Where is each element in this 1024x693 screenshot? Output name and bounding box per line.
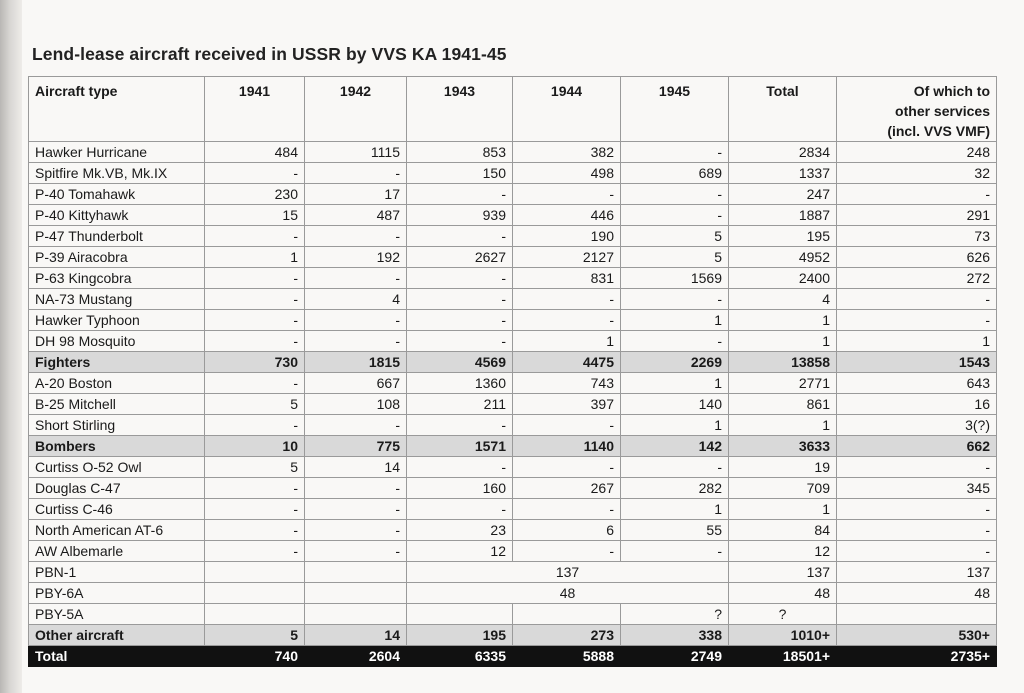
table-cell: -	[205, 499, 305, 520]
table-cell: -	[407, 331, 513, 352]
table-cell: 5	[205, 457, 305, 478]
table-cell: 272	[837, 268, 997, 289]
table-cell: 1543	[837, 352, 997, 373]
table-cell	[305, 562, 407, 583]
table-cell: 150	[407, 163, 513, 184]
table-cell: -	[407, 415, 513, 436]
table-cell: 1	[621, 310, 729, 331]
table-title: Lend-lease aircraft received in USSR by VVS KA 1941-45	[32, 44, 507, 64]
table-cell: ?	[729, 604, 837, 625]
table-cell: 6335	[407, 646, 513, 667]
table-cell: ?	[621, 604, 729, 625]
table-cell: 14	[305, 457, 407, 478]
table-cell: 1	[621, 415, 729, 436]
table-cell: 743	[513, 373, 621, 394]
table-cell: 2735+	[837, 646, 997, 667]
table-cell: 1	[729, 415, 837, 436]
table-cell: 3(?)	[837, 415, 997, 436]
table-cell: 4952	[729, 247, 837, 268]
table-cell: -	[621, 457, 729, 478]
table-cell: 853	[407, 142, 513, 163]
table-cell: -	[513, 184, 621, 205]
table-cell: -	[837, 310, 997, 331]
table-cell	[305, 604, 407, 625]
table-cell: 3633	[729, 436, 837, 457]
table-row	[29, 499, 997, 520]
table-cell: -	[621, 205, 729, 226]
table-cell: 1569	[621, 268, 729, 289]
table-cell: -	[205, 226, 305, 247]
table-row	[29, 142, 997, 163]
table-cell	[305, 583, 407, 604]
header-total: Total	[729, 77, 837, 142]
page	[22, 0, 1024, 693]
table-row	[29, 289, 997, 310]
table-cell: -	[305, 226, 407, 247]
table-cell: 1	[837, 331, 997, 352]
table-cell: 1887	[729, 205, 837, 226]
table-cell: 267	[513, 478, 621, 499]
row-label: DH 98 Mosquito	[29, 331, 205, 352]
table-cell: 643	[837, 373, 997, 394]
table-cell: 48	[837, 583, 997, 604]
table-cell: 5	[205, 625, 305, 646]
table-cell: 4569	[407, 352, 513, 373]
row-label: Douglas C-47	[29, 478, 205, 499]
table-cell: 140	[621, 394, 729, 415]
table-cell: 108	[305, 394, 407, 415]
table-cell: 5	[621, 226, 729, 247]
table-cell: 230	[205, 184, 305, 205]
header-row	[29, 77, 997, 142]
row-label: Total	[29, 646, 205, 667]
row-label: P-40 Tomahawk	[29, 184, 205, 205]
table-row	[29, 268, 997, 289]
table-cell: 1	[729, 499, 837, 520]
table-cell: -	[205, 520, 305, 541]
row-label: A-20 Boston	[29, 373, 205, 394]
table-cell: -	[837, 541, 997, 562]
table-cell: -	[205, 415, 305, 436]
table-cell: 1360	[407, 373, 513, 394]
table-cell	[205, 562, 305, 583]
table-row	[29, 541, 997, 562]
row-label: P-47 Thunderbolt	[29, 226, 205, 247]
table-row	[29, 520, 997, 541]
table-cell: -	[205, 268, 305, 289]
table-cell: -	[305, 310, 407, 331]
header-1945: 1945	[621, 77, 729, 142]
table-row	[29, 394, 997, 415]
table-cell: 667	[305, 373, 407, 394]
table-row	[29, 163, 997, 184]
table-cell: 190	[513, 226, 621, 247]
table-cell: -	[407, 268, 513, 289]
table-cell: 1140	[513, 436, 621, 457]
table-cell: 2834	[729, 142, 837, 163]
table-cell: 247	[729, 184, 837, 205]
header-1943: 1943	[407, 77, 513, 142]
row-label: Hawker Typhoon	[29, 310, 205, 331]
table-cell: 730	[205, 352, 305, 373]
row-label: NA-73 Mustang	[29, 289, 205, 310]
table-cell: 382	[513, 142, 621, 163]
row-label: Fighters	[29, 352, 205, 373]
table-cell: 1	[205, 247, 305, 268]
subtotal-row	[29, 436, 997, 457]
table-row	[29, 226, 997, 247]
row-label: B-25 Mitchell	[29, 394, 205, 415]
table-row	[29, 331, 997, 352]
table-row	[29, 478, 997, 499]
table-cell: -	[205, 373, 305, 394]
table-cell: 345	[837, 478, 997, 499]
table-cell: 1815	[305, 352, 407, 373]
table-cell: 689	[621, 163, 729, 184]
table-cell: 13858	[729, 352, 837, 373]
subtotal-row	[29, 625, 997, 646]
table-cell: -	[621, 142, 729, 163]
row-label: P-40 Kittyhawk	[29, 205, 205, 226]
table-cell: 4	[729, 289, 837, 310]
table-cell: -	[205, 541, 305, 562]
table-cell: 1	[621, 499, 729, 520]
table-cell: -	[305, 499, 407, 520]
table-cell: -	[305, 163, 407, 184]
table-cell: 291	[837, 205, 997, 226]
table-cell: 160	[407, 478, 513, 499]
row-label: PBN-1	[29, 562, 205, 583]
table-cell: 939	[407, 205, 513, 226]
row-label: AW Albemarle	[29, 541, 205, 562]
table-cell: -	[205, 310, 305, 331]
book-gutter	[0, 0, 22, 693]
table-cell: 14	[305, 625, 407, 646]
table-cell: 498	[513, 163, 621, 184]
table-cell: 15	[205, 205, 305, 226]
table-cell: 4475	[513, 352, 621, 373]
table-cell: 19	[729, 457, 837, 478]
table-cell: 662	[837, 436, 997, 457]
table-cell: 2771	[729, 373, 837, 394]
table-cell: -	[407, 184, 513, 205]
row-label: PBY-5A	[29, 604, 205, 625]
table-cell: -	[837, 499, 997, 520]
table-cell: 709	[729, 478, 837, 499]
table-cell: -	[837, 520, 997, 541]
table-cell: -	[513, 415, 621, 436]
table-row	[29, 583, 997, 604]
table-cell: 4	[305, 289, 407, 310]
table-cell: 282	[621, 478, 729, 499]
table-cell: -	[205, 331, 305, 352]
table-cell: 2627	[407, 247, 513, 268]
table-cell: -	[407, 226, 513, 247]
row-label: P-39 Airacobra	[29, 247, 205, 268]
table-cell: -	[305, 541, 407, 562]
header-other-line2: other services	[895, 103, 990, 119]
table-cell	[837, 604, 997, 625]
row-label: P-63 Kingcobra	[29, 268, 205, 289]
table-cell: -	[837, 184, 997, 205]
table-cell	[513, 604, 621, 625]
table-cell: 48	[729, 583, 837, 604]
table-cell: 17	[305, 184, 407, 205]
table-cell: 1115	[305, 142, 407, 163]
header-1941: 1941	[205, 77, 305, 142]
table-cell: -	[513, 289, 621, 310]
row-label: Curtiss O-52 Owl	[29, 457, 205, 478]
table-cell: 5	[621, 247, 729, 268]
table-cell: 195	[729, 226, 837, 247]
table-cell: 626	[837, 247, 997, 268]
table-cell: 1	[513, 331, 621, 352]
row-label: PBY-6A	[29, 583, 205, 604]
table-cell: 137	[837, 562, 997, 583]
table-cell: 1571	[407, 436, 513, 457]
lend-lease-table	[28, 76, 997, 667]
table-cell: -	[621, 184, 729, 205]
table-cell: 55	[621, 520, 729, 541]
table-cell: -	[837, 289, 997, 310]
table-cell: -	[621, 541, 729, 562]
table-cell: 73	[837, 226, 997, 247]
table-cell: 32	[837, 163, 997, 184]
row-label: North American AT-6	[29, 520, 205, 541]
table-cell: 18501+	[729, 646, 837, 667]
table-cell: 10	[205, 436, 305, 457]
table-cell: -	[205, 289, 305, 310]
table-cell: 1010+	[729, 625, 837, 646]
row-label: Spitfire Mk.VB, Mk.IX	[29, 163, 205, 184]
table-cell-span: 48	[407, 583, 729, 604]
table-cell: 2127	[513, 247, 621, 268]
table-cell: 2604	[305, 646, 407, 667]
table-cell: 397	[513, 394, 621, 415]
table-row	[29, 415, 997, 436]
table-row	[29, 604, 997, 625]
table-cell: 137	[729, 562, 837, 583]
table-cell: -	[513, 457, 621, 478]
table-cell: 12	[729, 541, 837, 562]
table-cell: -	[205, 478, 305, 499]
table-cell: 1	[621, 373, 729, 394]
header-other-line3: (incl. VVS VMF)	[887, 123, 990, 139]
subtotal-row	[29, 352, 997, 373]
table-row	[29, 373, 997, 394]
row-label: Bombers	[29, 436, 205, 457]
header-other-line1: Of which to	[913, 83, 990, 99]
table-cell: -	[513, 310, 621, 331]
table-cell: -	[305, 520, 407, 541]
table-cell: 1	[729, 310, 837, 331]
table-cell: 2749	[621, 646, 729, 667]
table-cell: -	[621, 289, 729, 310]
table-cell: -	[305, 331, 407, 352]
row-label: Short Stirling	[29, 415, 205, 436]
table-cell: 338	[621, 625, 729, 646]
table-cell: 211	[407, 394, 513, 415]
table-cell: -	[305, 268, 407, 289]
table-cell: 248	[837, 142, 997, 163]
row-label: Curtiss C-46	[29, 499, 205, 520]
table-cell: 861	[729, 394, 837, 415]
table-cell: -	[513, 499, 621, 520]
table-cell: -	[407, 457, 513, 478]
header-1944: 1944	[513, 77, 621, 142]
table-cell	[205, 583, 305, 604]
table-cell: 12	[407, 541, 513, 562]
header-aircraft-type: Aircraft type	[29, 77, 205, 142]
table-cell: 23	[407, 520, 513, 541]
table-cell: 1	[729, 331, 837, 352]
table-cell: 192	[305, 247, 407, 268]
table-cell-span: 137	[407, 562, 729, 583]
table-cell: 142	[621, 436, 729, 457]
table-cell: 6	[513, 520, 621, 541]
table-cell: -	[407, 289, 513, 310]
table-cell: 195	[407, 625, 513, 646]
table-body	[29, 142, 997, 667]
table-cell: -	[407, 310, 513, 331]
table-cell: -	[513, 541, 621, 562]
header-1942: 1942	[305, 77, 407, 142]
table-cell: 273	[513, 625, 621, 646]
table-cell: -	[407, 499, 513, 520]
table-row	[29, 247, 997, 268]
row-label: Other aircraft	[29, 625, 205, 646]
table-row	[29, 457, 997, 478]
table-cell: -	[205, 163, 305, 184]
table-cell: 5888	[513, 646, 621, 667]
table-cell: -	[305, 415, 407, 436]
table-cell: 1337	[729, 163, 837, 184]
table-cell	[205, 604, 305, 625]
table-cell: -	[837, 457, 997, 478]
table-cell: 487	[305, 205, 407, 226]
table-cell: 2269	[621, 352, 729, 373]
table-cell: -	[305, 478, 407, 499]
table-row	[29, 562, 997, 583]
table-cell: 831	[513, 268, 621, 289]
table-cell	[407, 604, 513, 625]
table-cell: 740	[205, 646, 305, 667]
table-row	[29, 310, 997, 331]
table-cell: 16	[837, 394, 997, 415]
table-cell: -	[621, 331, 729, 352]
table-row	[29, 205, 997, 226]
table-cell: 484	[205, 142, 305, 163]
table-cell: 5	[205, 394, 305, 415]
table-cell: 84	[729, 520, 837, 541]
grand-total-row	[29, 646, 997, 667]
table-cell: 2400	[729, 268, 837, 289]
table-row	[29, 184, 997, 205]
row-label: Hawker Hurricane	[29, 142, 205, 163]
table-cell: 775	[305, 436, 407, 457]
table-cell: 446	[513, 205, 621, 226]
table-cell: 530+	[837, 625, 997, 646]
header-other-services	[837, 77, 997, 142]
